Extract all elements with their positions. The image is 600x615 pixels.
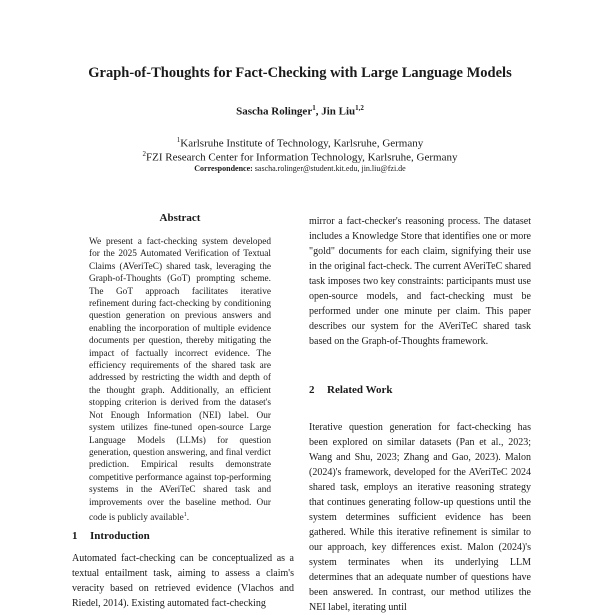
affiliation-mark: 1 — [176, 136, 181, 144]
author-name: Jin Liu — [321, 105, 356, 118]
affiliation-text: FZI Research Center for Information Technology, Karlsruhe, Germany — [146, 151, 458, 164]
section-number: 1 — [72, 530, 78, 542]
author-separator: , — [315, 105, 322, 118]
related-work-text: Iterative question generation for fact-checking has been explored on similar datasets (Pan et al., 2023; Wang and Shu, 2023; Zhang and Gao, 2023). Malon (2024)'s framework, developed for the AVeriTeC 2024 shared task, employs an iterative reasoning strategy that continues generating follow-up questions until the system determines sufficient evidence has been gathered. While this iterative refinement is similar to our approach, key differences exist. Malon (2024)'s system terminates when its underlying LLM determines that an adequate number of questions have been answered. In contrast, our method utilizes the NEI label, iterating until — [309, 422, 531, 613]
affiliation-mark: 2 — [142, 150, 147, 158]
abstract-text — [89, 236, 271, 524]
abstract-paragraph: We present a fact-checking system developed for the 2025 Automated Verification of Textual Claims (AVeriTeC) shared task, leveraging the Graph-of-Thoughts (GoT) prompting scheme. The GoT approach facilitates iterative refinement during fact-checking by conditioning question generation on previous answers and enabling the incorporation of multiple evidence documents per question, thereby mitigating the impact of factually incorrect evidence. The efficiency requirements of the shared task are addressed by restricting the width and depth of the thought graph. Additionally, an efficient stopping criterion is derived from the dataset's Not Enough Information (NEI) label. Our system utilizes fine-tuned open-source Large Language Models (LLMs) for question generation, question answering, and final verdict prediction. Empirical results demonstrate competitive performance against top-performing systems in the AVeriTeC shared task and improvements over the baseline method. Our code is publicly available — [89, 237, 271, 524]
affiliation-text: Karlsruhe Institute of Technology, Karlsruhe, Germany — [180, 137, 424, 150]
introduction-text: Automated fact-checking can be conceptualized as a textual entailment task, aiming to assess a claim's veracity based on retrieved evidence (Vlachos and Riedel, 2014). Existing automated fact-checking — [72, 553, 294, 609]
author-list — [0, 104, 600, 118]
section-title: Related Work — [327, 384, 393, 396]
abstract-end: . — [186, 513, 190, 524]
section-title: Introduction — [90, 530, 150, 542]
author-name: Sascha Rolinger — [236, 105, 313, 118]
right-column-paragraph: mirror a fact-checker's reasoning process. The dataset includes a Knowledge Store that identifies one or more "gold" documents for each claim, signifying their use in the original fact-check. The current AVeriTeC shared task imposes two key constraints: participants must use open-source models, and fact-checking must be performed under one minute per claim. This paper describes our system for the AVeriTeC shared task based on the Graph-of-Thoughts framework. — [309, 216, 531, 347]
abstract-heading: Abstract — [159, 212, 201, 224]
author-affiliation-mark: 1,2 — [355, 104, 364, 112]
section-heading-introduction — [72, 530, 272, 542]
correspondence-label: Correspondence: — [194, 164, 253, 173]
paper-title: Graph-of-Thoughts for Fact-Checking with Large Language Models — [88, 65, 512, 81]
affiliation — [0, 136, 600, 150]
affiliation — [0, 150, 600, 164]
section-heading-related-work — [309, 384, 531, 396]
correspondence-line — [0, 164, 600, 173]
correspondence-emails[interactable]: sascha.rolinger@student.kit.edu, jin.liu@fzi.de — [254, 164, 406, 173]
section-number: 2 — [309, 384, 315, 396]
author-affiliation-mark: 1 — [312, 104, 316, 112]
footnote-mark[interactable]: 1 — [183, 511, 187, 518]
